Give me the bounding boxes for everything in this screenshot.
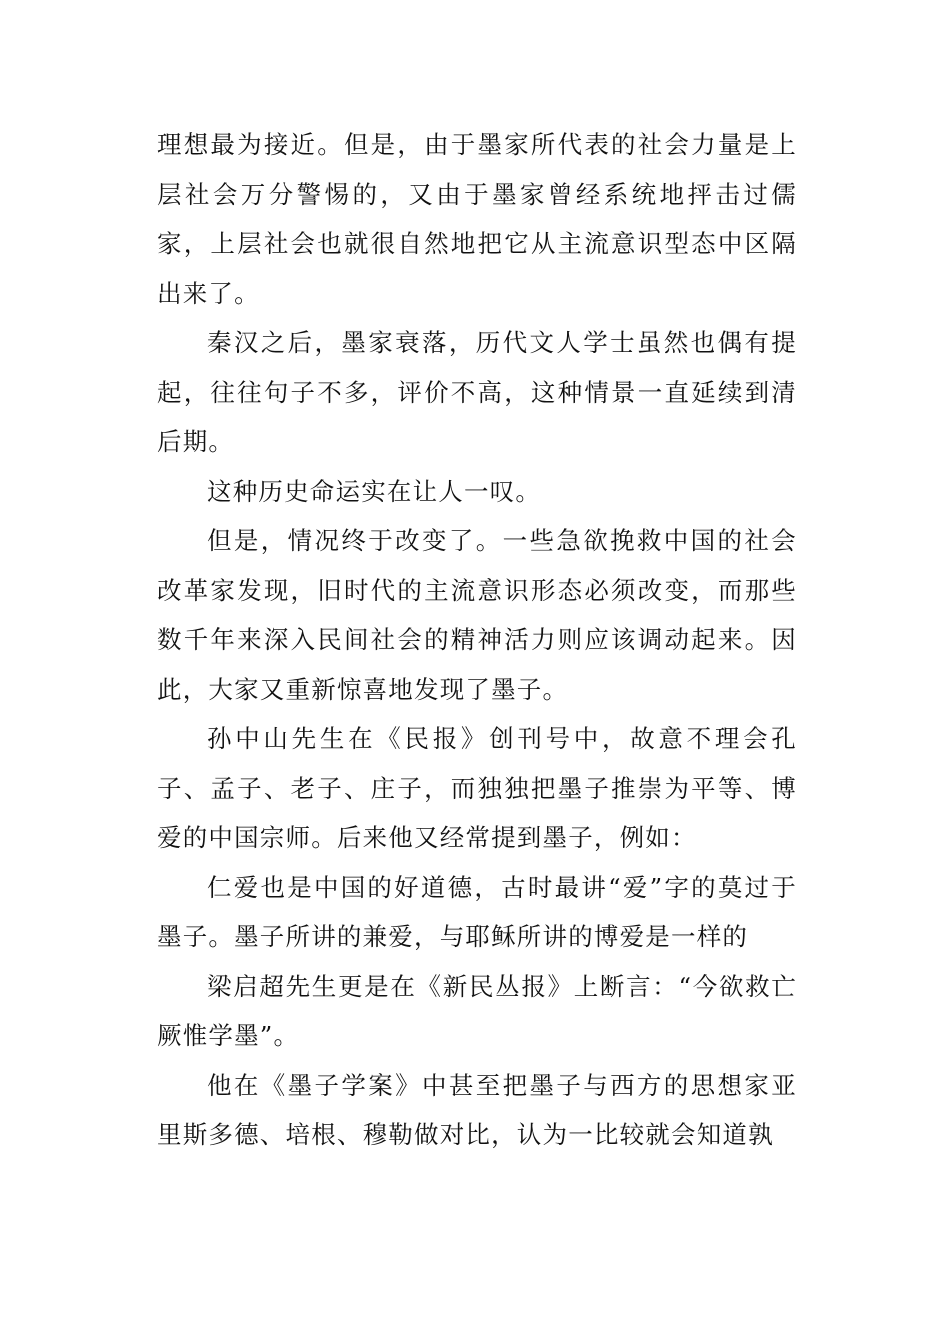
paragraph: 孙中山先生在《民报》创刊号中，故意不理会孔子、孟子、老子、庄子，而独独把墨子推崇为平等、博爱的中国宗师。后来他又经常提到墨子，例如： — [157, 724, 797, 852]
paragraph: 秦汉之后，墨家衰落，历代文人学士虽然也偶有提起，往往句子不多，评价不高，这种情景一直延续到清后期。 — [157, 328, 797, 456]
paragraph: 这种历史命运实在让人一叹。 — [207, 476, 542, 506]
paragraph: 理想最为接近。但是，由于墨家所代表的社会力量是上层社会万分警惕的，又由于墨家曾经系统地抨击过儒家，上层社会也就很自然地把它从主流意识型态中区隔出来了。 — [157, 130, 797, 308]
body-text — [157, 120, 797, 1160]
paragraph: 他在《墨子学案》中甚至把墨子与西方的思想家亚里斯多德、培根、穆勒做对比，认为一比较就会知道孰 — [157, 1070, 797, 1149]
quote-paragraph: 仁爱也是中国的好道德，古时最讲“爱”字的莫过于墨子。墨子所讲的兼爱，与耶稣所讲的博爱是一样的 — [157, 872, 797, 951]
paragraph: 但是，情况终于改变了。一些急欲挽救中国的社会改革家发现，旧时代的主流意识形态必须改变，而那些数千年来深入民间社会的精神活力则应该调动起来。因此，大家又重新惊喜地发现了墨子。 — [157, 526, 797, 704]
paragraph: 梁启超先生更是在《新民丛报》上断言：“今欲救亡厥惟学墨”。 — [157, 971, 797, 1050]
